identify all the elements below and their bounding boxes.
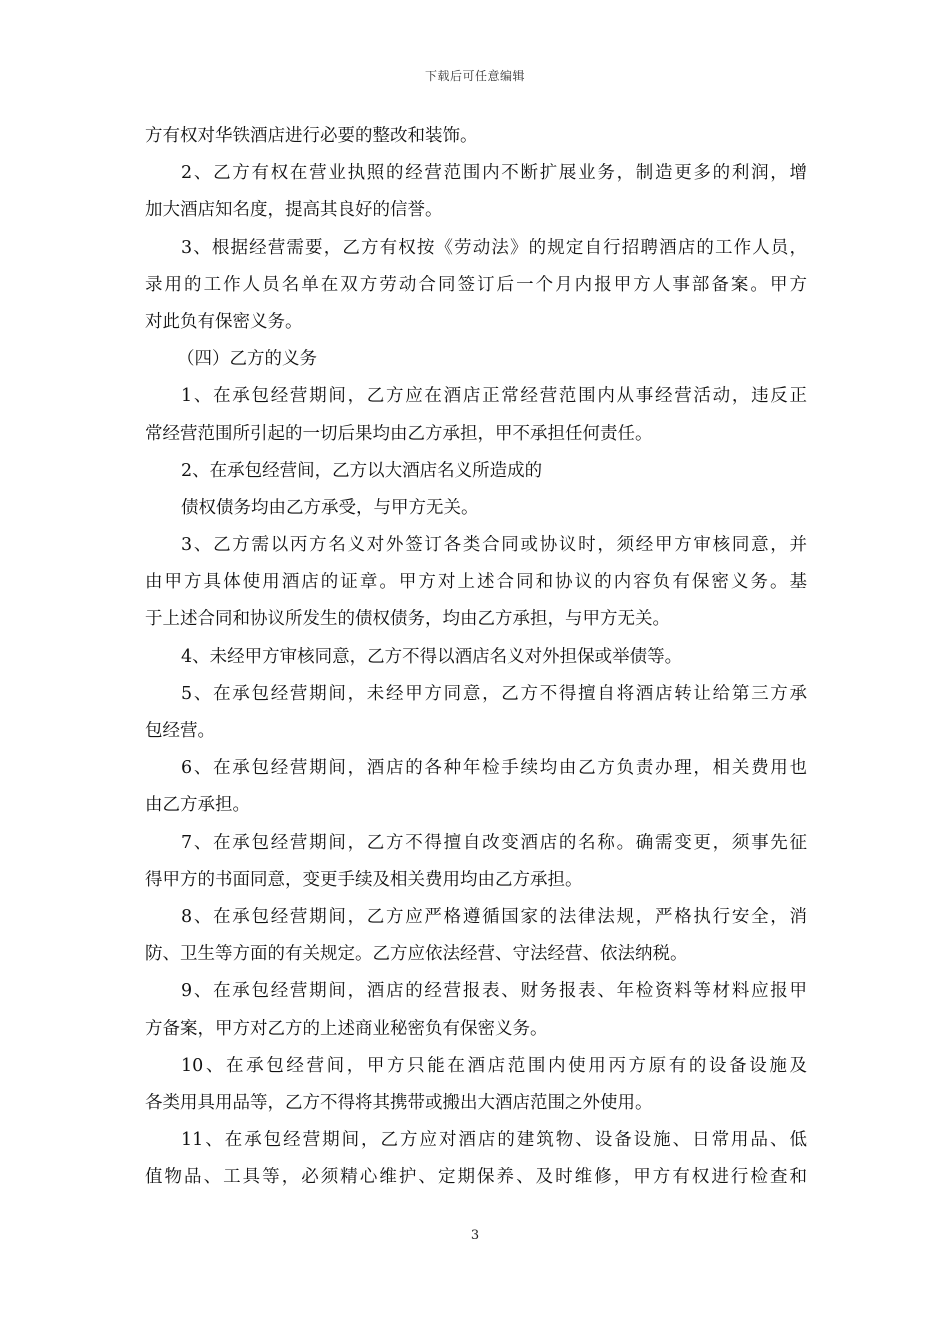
text-line: 于上述合同和协议所发生的债权债务，均由乙方承担，与甲方无关。: [145, 609, 670, 630]
text-line: 7、在承包经营期间，乙方不得擅自改变酒店的名称。确需变更，须事先征: [181, 832, 807, 853]
text-line: 对此负有保密义务。: [145, 311, 303, 332]
text-line: 得甲方的书面同意，变更手续及相关费用均由乙方承担。: [145, 869, 583, 890]
text-line: 3、乙方需以丙方名义对外签订各类合同或协议时，须经甲方审核同意，并: [181, 535, 807, 556]
document-body: [145, 118, 807, 1196]
text-line: 由乙方承担。: [145, 795, 250, 816]
text-line: 录用的工作人员名单在双方劳动合同签订后一个月内报甲方人事部备案。甲方: [145, 274, 807, 295]
section-heading: （四）乙方的义务: [177, 349, 317, 370]
text-line: 各类用具用品等，乙方不得将其携带或搬出大酒店范围之外使用。: [145, 1092, 653, 1113]
text-line: 方有权对华铁酒店进行必要的整改和装饰。: [145, 126, 478, 146]
text-line: 包经营。: [145, 721, 215, 741]
text-line: 债权债务均由乙方承受，与甲方无关。: [181, 497, 479, 518]
text-line: 值物品、工具等，必须精心维护、定期保养、及时维修，甲方有权进行检查和: [145, 1167, 807, 1188]
text-line: 6、在承包经营期间，酒店的各种年检手续均由乙方负责办理，相关费用也: [181, 758, 807, 779]
text-line: 2、在承包经营间，乙方以大酒店名义所造成的: [181, 460, 543, 481]
text-line: 防、卫生等方面的有关规定。乙方应依法经营、守法经营、依法纳税。: [145, 944, 688, 965]
text-line: 4、未经甲方审核同意，乙方不得以酒店名义对外担保或举债等。: [181, 646, 683, 667]
page-number: 3: [470, 1228, 480, 1243]
text-line: 8、在承包经营期间，乙方应严格遵循国家的法律法规，严格执行安全，消: [181, 906, 807, 927]
text-line: 11、在承包经营期间，乙方应对酒店的建筑物、设备设施、日常用品、低: [181, 1130, 807, 1151]
text-line: 9、在承包经营期间，酒店的经营报表、财务报表、年检资料等材料应报甲: [181, 981, 807, 1002]
page-header-note: 下载后可任意编辑: [424, 69, 525, 83]
text-line: 1、在承包经营期间，乙方应在酒店正常经营范围内从事经营活动，违反正: [181, 386, 807, 407]
text-line: 常经营范围所引起的一切后果均由乙方承担，甲不承担任何责任。: [145, 423, 653, 444]
text-line: 方备案，甲方对乙方的上述商业秘密负有保密义务。: [145, 1018, 548, 1039]
text-line: 3、根据经营需要，乙方有权按《劳动法》的规定自行招聘酒店的工作人员，: [181, 237, 807, 258]
text-line: 加大酒店知名度，提高其良好的信誉。: [145, 200, 443, 221]
text-line: 2、乙方有权在营业执照的经营范围内不断扩展业务，制造更多的利润，增: [181, 163, 807, 184]
text-line: 由甲方具体使用酒店的证章。甲方对上述合同和协议的内容负有保密义务。基: [145, 572, 807, 593]
text-line: 5、在承包经营期间，未经甲方同意，乙方不得擅自将酒店转让给第三方承: [181, 683, 807, 704]
text-line: 10、在承包经营间，甲方只能在酒店范围内使用丙方原有的设备设施及: [181, 1055, 807, 1076]
